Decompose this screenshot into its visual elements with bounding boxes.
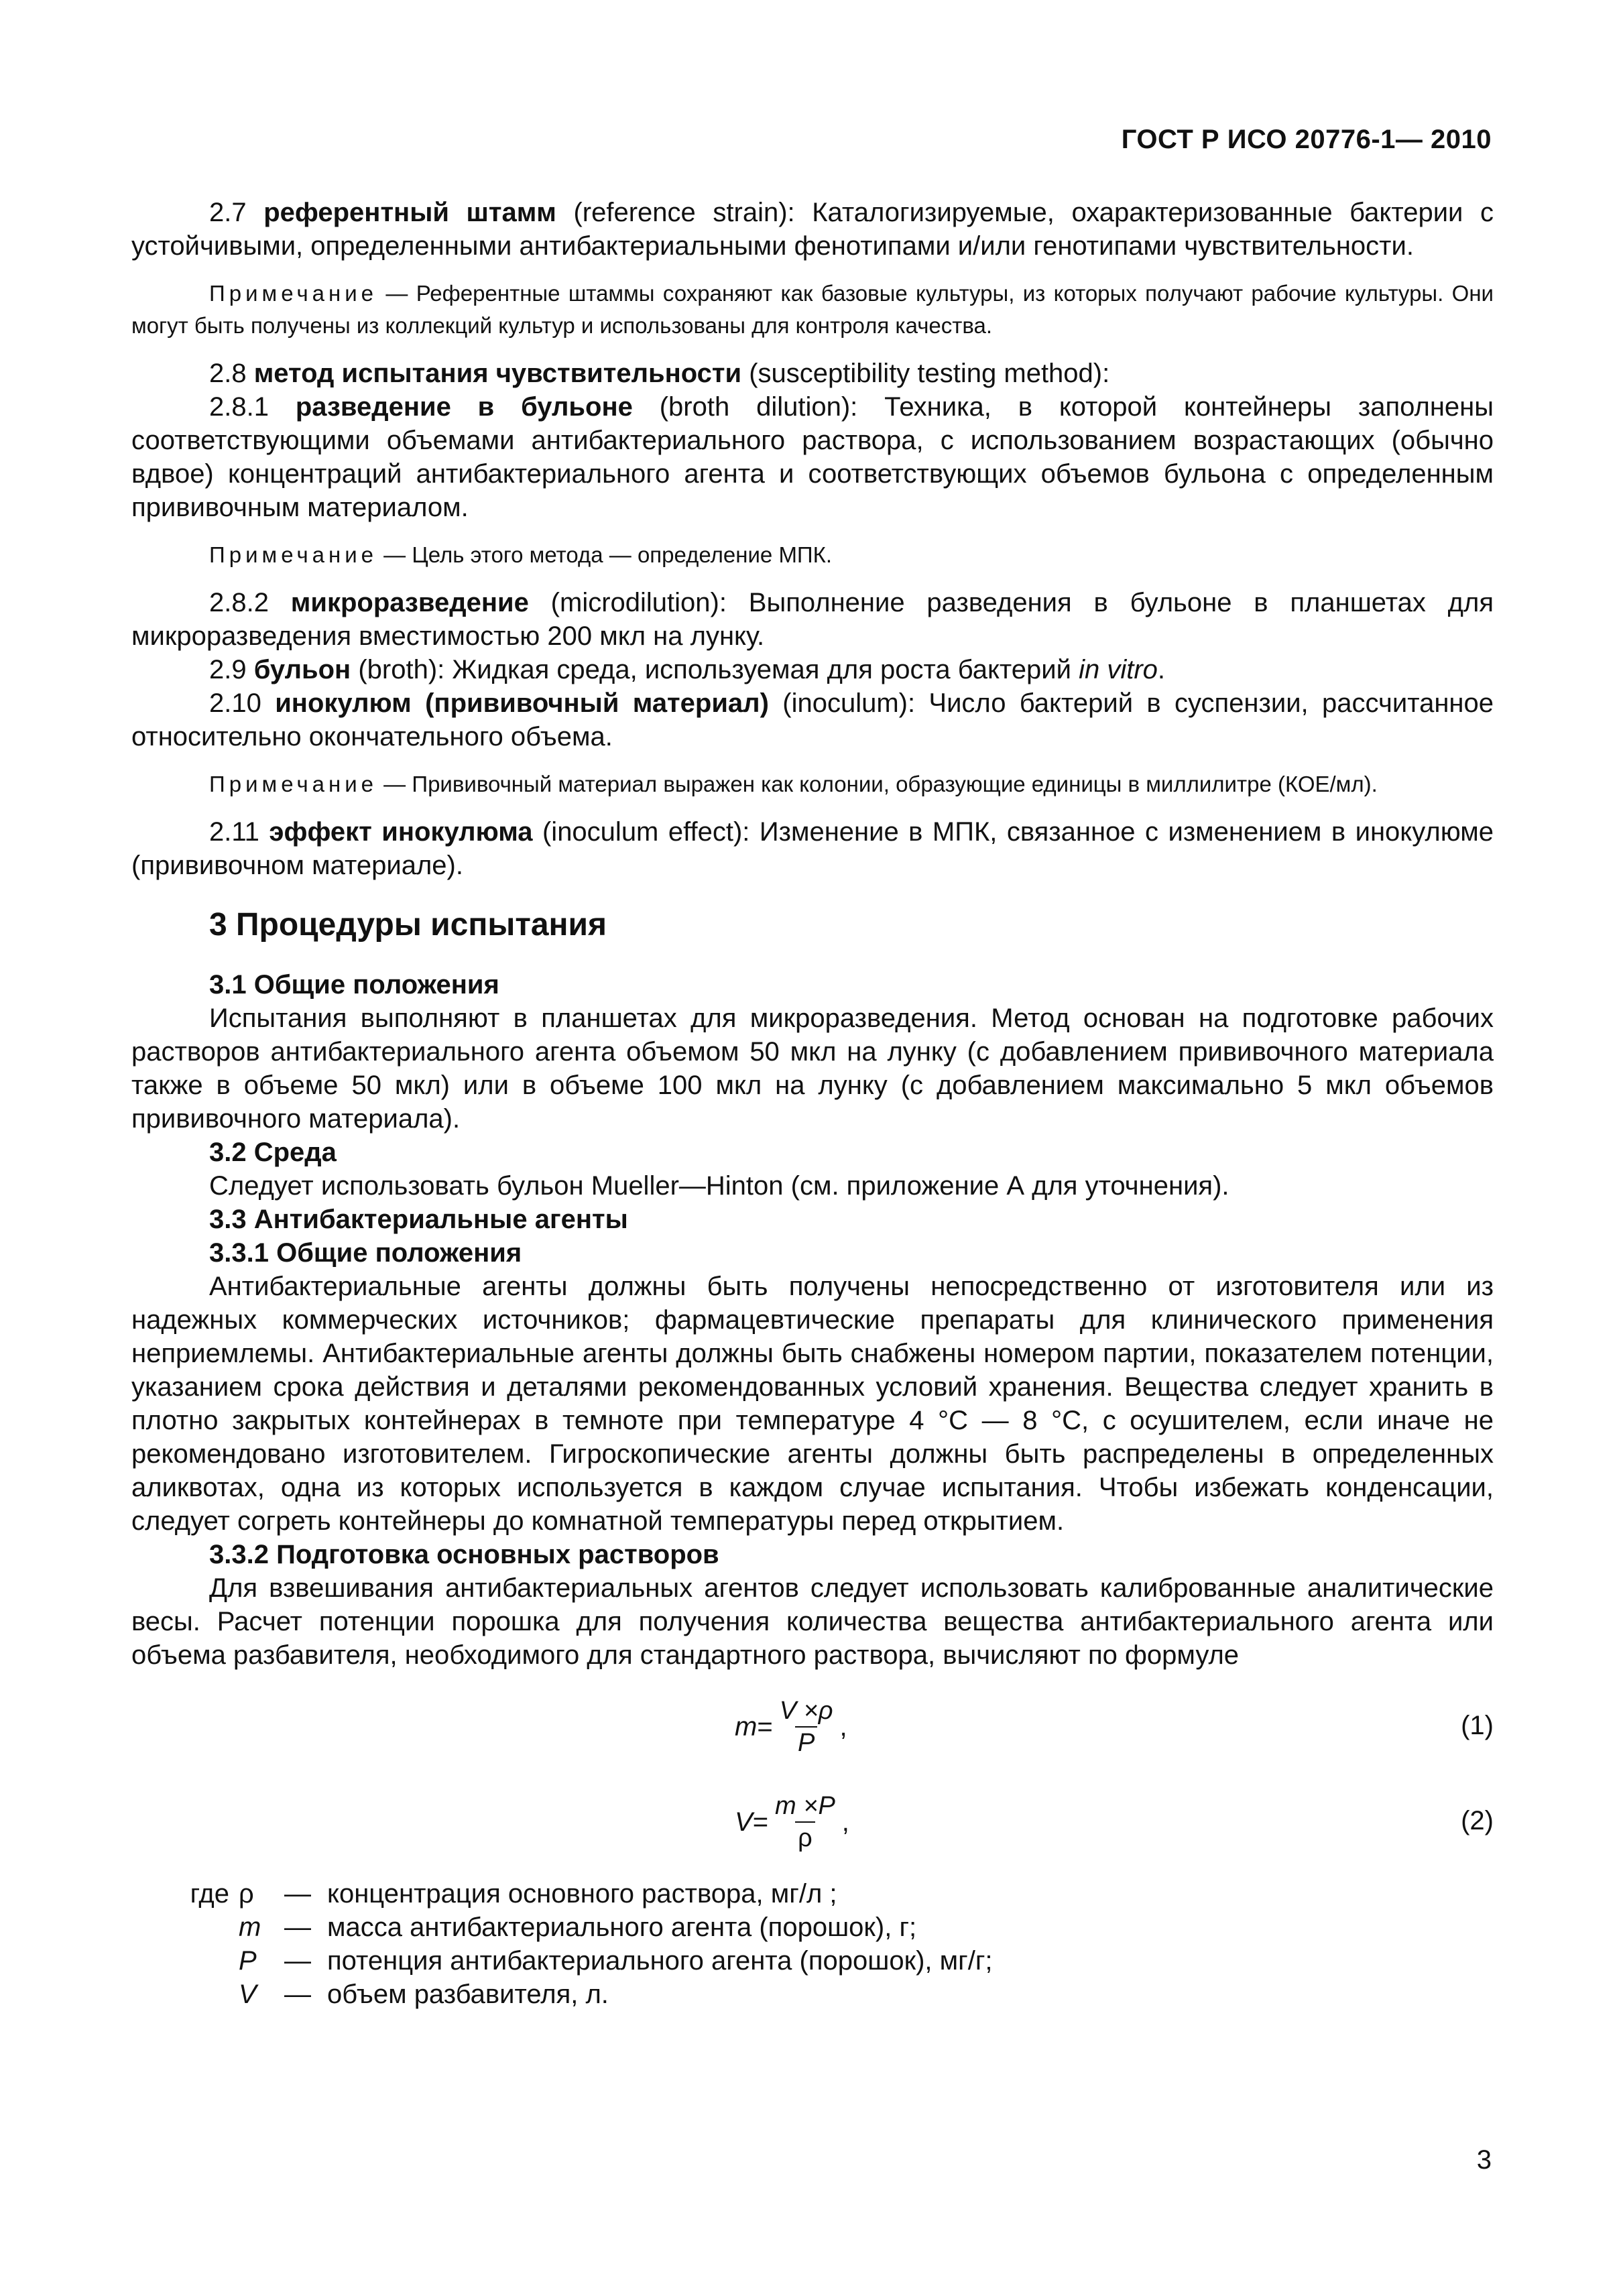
note-2-10: Примечание — Прививочный материал выражен как колонии, образующие единицы в миллилитре (КОЕ/мл). bbox=[209, 772, 1378, 796]
note-2-7: Примечание — Референтные штаммы сохраняют как базовые культуры, из которых получают рабочие культуры. Они могут быть получены из коллекций культур и использованы для контроля качества. bbox=[131, 281, 1494, 338]
legend-item: где ρ — концентрация основного раствора, мг/л ; bbox=[190, 1879, 837, 1909]
formula-2: V = $\frac{m \times P}{\rho}$ , (2) bbox=[735, 1792, 1494, 1852]
definition-2-7: 2.7 референтный штамм (reference strain): Каталогизируемые, охарактеризованные бактерии с устойчивыми, определенными антибактериальными фенотипами и/или генотипами чувствительности. bbox=[131, 198, 1494, 261]
term: метод испытания чувствительности bbox=[253, 359, 742, 388]
definition-2-10: 2.10 инокулюм (прививочный материал) (inoculum): Число бактерий в суспензии, рассчитанное относительно окончательного объема. bbox=[131, 688, 1494, 751]
subsection-3-1-heading: 3.1 Общие положения bbox=[209, 970, 499, 1000]
legend-item: m — масса антибактериального агента (порошок), г; bbox=[239, 1913, 917, 1942]
term: бульон bbox=[253, 655, 351, 684]
subsection-3-2-heading: 3.2 Среда bbox=[209, 1138, 337, 1167]
definition-2-8-2: 2.8.2 микроразведение (microdilution): Выполнение разведения в бульоне в планшетах для микроразведения вместимостью 200 мкл на лунку. bbox=[131, 588, 1494, 651]
note-2-8-1: Примечание — Цель этого метода — определение МПК. bbox=[209, 542, 833, 567]
term: разведение в бульоне bbox=[295, 392, 633, 422]
subsection-3-1-text: Испытания выполняют в планшетах для микроразведения. Метод основан на подготовке рабочих растворов антибактериального агента объемом 50 мкл на лунку (с добавлением прививочного материала также в объеме 50 мкл) или в объеме 100 мкл на лунку (с добавлением максимально 5 мкл объемов прививочного материала). bbox=[131, 1004, 1494, 1134]
subsection-3-2-text: Следует использовать бульон Mueller—Hinton (см. приложение А для уточнения). bbox=[209, 1171, 1229, 1201]
term: эффект инокулюма bbox=[269, 817, 533, 847]
legend-item: P — потенция антибактериального агента (порошок), мг/г; bbox=[239, 1946, 993, 1976]
legend-item: V — объем разбавителя, л. bbox=[239, 1980, 609, 2009]
subsection-3-3-1-text: Антибактериальные агенты должны быть получены непосредственно от изготовителя или из надежных коммерческих источников; фармацевтические препараты для клинического применения неприемлемы. Антибактериальные агенты должны быть снабжены номером партии, показателем потенции, указанием срока действия и деталями рекомендованных условий хранения. Вещества следует хранить в плотно закрытых контейнерах в темноте при температуре 4 °C — 8 °C, с осушителем, если иначе не рекомендовано изготовителем. Гигроскопические агенты должны быть распределены в определенных аликвотах, одна из которых используется в каждом случае испытания. Чтобы избежать конденсации, следует согреть контейнеры до комнатной температуры перед открытием. bbox=[131, 1272, 1494, 1536]
definition-2-9: 2.9 бульон (broth): Жидкая среда, используемая для роста бактерий in vitro. bbox=[209, 655, 1166, 684]
equation-number: (1) bbox=[1461, 1711, 1494, 1740]
section-3-heading: 3 Процедуры испытания bbox=[209, 907, 607, 943]
definition-2-8: 2.8 метод испытания чувствительности (susceptibility testing method): bbox=[209, 359, 1110, 388]
subsection-3-3-2-heading: 3.3.2 Подготовка основных растворов bbox=[209, 1540, 719, 1569]
page-content bbox=[131, 196, 1494, 2011]
term: микроразведение bbox=[290, 588, 529, 617]
document-code-header: ГОСТ Р ИСО 20776-1— 2010 bbox=[1121, 125, 1492, 154]
formula-lhs: V bbox=[735, 1807, 753, 1837]
definition-2-11: 2.11 эффект инокулюма (inoculum effect): Изменение в МПК, связанное с изменением в инокулюме (прививочном материале). bbox=[131, 817, 1494, 880]
subsection-3-3-1-heading: 3.3.1 Общие положения bbox=[209, 1238, 522, 1268]
definition-2-8-1: 2.8.1 разведение в бульоне (broth dilution): Техника, в которой контейнеры заполнены соответствующими объемами антибактериального раствора, с использованием возрастающих (обычно вдвое) концентраций антибактериального агента и соответствующих объемов бульона с определенным прививочным материалом. bbox=[131, 392, 1494, 522]
formula-legend bbox=[131, 1877, 1494, 2011]
term: инокулюм (прививочный материал) bbox=[275, 688, 769, 718]
formula-1: m = $\frac{V \times\rho}{P}$ , (1) bbox=[735, 1697, 1494, 1757]
subsection-3-3-heading: 3.3 Антибактериальные агенты bbox=[209, 1205, 628, 1234]
formula-lhs: m bbox=[735, 1711, 758, 1742]
equation-number: (2) bbox=[1461, 1806, 1494, 1835]
fraction: $\frac{m \times P}{\rho}$ bbox=[775, 1792, 835, 1852]
fraction: $\frac{V \times\rho}{P}$ bbox=[779, 1697, 833, 1757]
term: референтный штамм bbox=[263, 198, 556, 227]
subsection-3-3-2-text: Для взвешивания антибактериальных агентов следует использовать калиброванные аналитические весы. Расчет потенции порошка для получения количества вещества антибактериального агента или объема разбавителя, необходимого для стандартного раствора, вычисляют по формуле bbox=[131, 1573, 1494, 1670]
page-number: 3 bbox=[1476, 2145, 1492, 2175]
